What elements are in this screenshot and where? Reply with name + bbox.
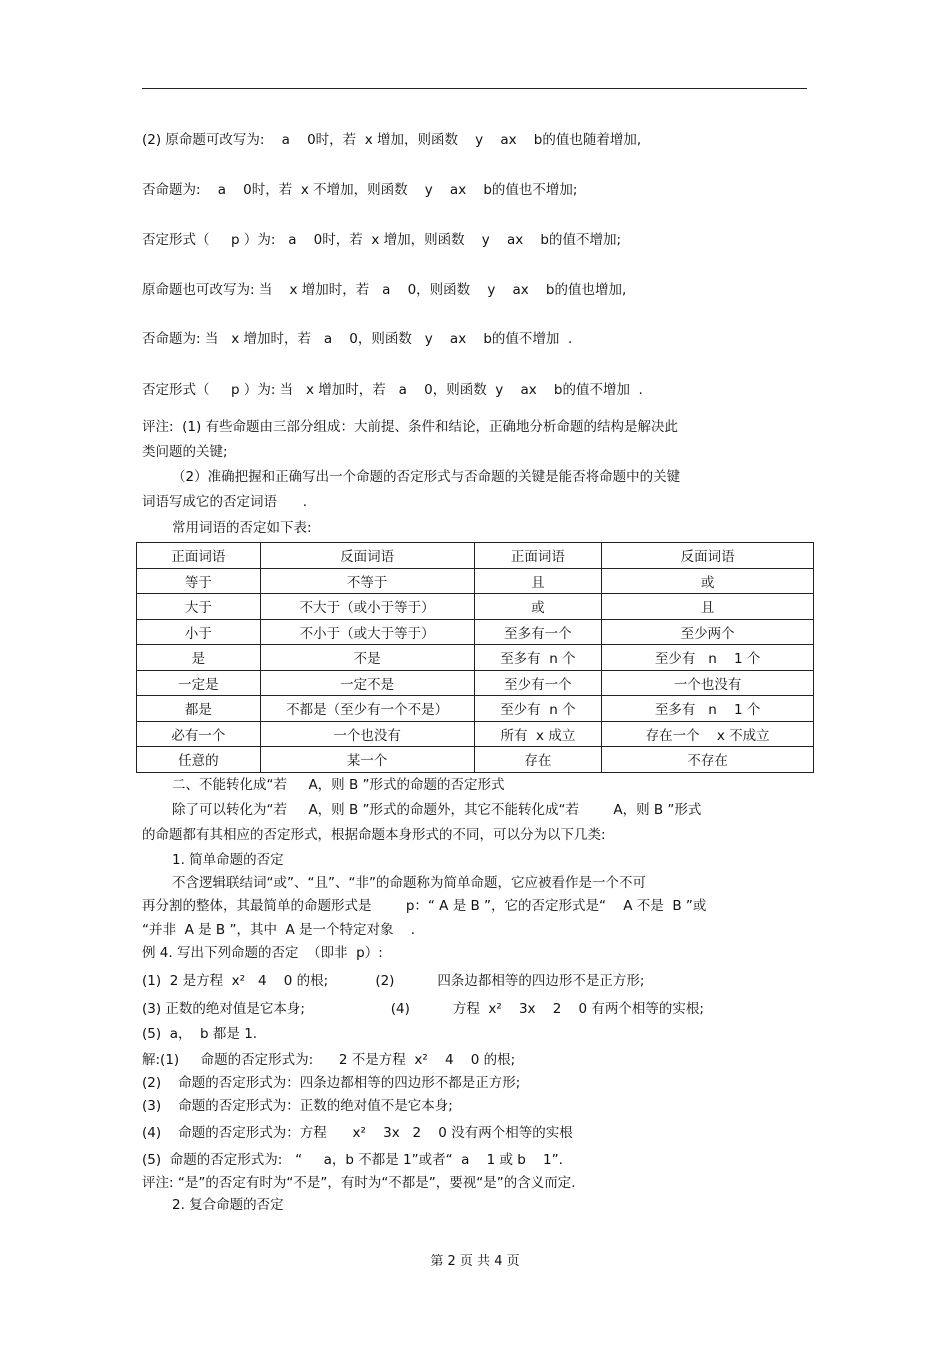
p2-17: 评注: “是”的否定有时为“不是”，有时为“不都是”，要视“是”的含义而定. — [142, 1175, 576, 1191]
table-row — [137, 645, 814, 671]
table-cell: 不是 — [260, 645, 474, 671]
table-cell: 正面词语 — [474, 543, 602, 569]
table-cell: 至少有一个 — [474, 670, 602, 696]
table-cell: 一定不是 — [260, 670, 474, 696]
p2-4: 1. 简单命题的否定 — [172, 852, 284, 868]
table-cell: 小于 — [137, 619, 261, 645]
table-row — [137, 568, 814, 594]
table-cell: 不等于 — [260, 568, 474, 594]
table-cell: 不都是（至少有一个不是） — [260, 696, 474, 722]
table-cell: 且 — [602, 594, 814, 620]
table-cell: 至少有 n 个 — [474, 696, 602, 722]
table-cell: 至多有 n 1 个 — [602, 696, 814, 722]
p1-5: 否命题为: 当 x 增加时，若 a 0，则函数 y ax b的值不增加 . — [142, 331, 573, 347]
p1-9: （2）准确把握和正确写出一个命题的否定形式与否命题的关键是能否将命题中的关键 — [172, 469, 681, 485]
p2-3: 的命题都有其相应的否定形式，根据命题本身形式的不同，可以分为以下几类: — [142, 827, 606, 843]
p1-8: 类问题的关键; — [142, 444, 228, 460]
table-cell: 等于 — [137, 568, 261, 594]
table-row — [137, 619, 814, 645]
p2-8: 例 4. 写出下列命题的否定 （即非 p）: — [142, 945, 383, 961]
table-cell: 都是 — [137, 696, 261, 722]
p1-1: (2) 原命题可改写为: a 0时，若 x 增加，则函数 y ax b的值也随着增加, — [142, 132, 642, 148]
table-cell: 必有一个 — [137, 721, 261, 747]
table-row — [137, 594, 814, 620]
p1-2: 否命题为: a 0时，若 x 不增加，则函数 y ax b的值也不增加; — [142, 182, 578, 198]
p1-10: 词语写成它的否定词语 . — [142, 494, 308, 510]
table-cell: 反面词语 — [260, 543, 474, 569]
table-cell: 且 — [474, 568, 602, 594]
negation-table — [136, 542, 814, 773]
header-rule — [142, 88, 807, 89]
p2-9: (1) 2 是方程 x² 4 0 的根; (2) 四条边都相等的四边形不是正方形; — [142, 973, 645, 989]
p1-6: 否定形式（ p ）为: 当 x 增加时，若 a 0，则函数 y ax b的值不增加 . — [142, 382, 643, 398]
table-cell: 或 — [602, 568, 814, 594]
table-cell: 一个也没有 — [260, 721, 474, 747]
table-cell: 正面词语 — [137, 543, 261, 569]
p2-1: 二、不能转化成“若 A，则 B ”形式的命题的否定形式 — [172, 777, 505, 793]
table-cell: 大于 — [137, 594, 261, 620]
p2-14: (3) 命题的否定形式为：正数的绝对值不是它本身; — [142, 1098, 453, 1114]
table-cell: 一定是 — [137, 670, 261, 696]
table-cell: 任意的 — [137, 747, 261, 773]
table-cell: 至多有 n 个 — [474, 645, 602, 671]
table-row — [137, 696, 814, 722]
p2-5: 不含逻辑联结词“或”、“且”、“非”的命题称为简单命题，它应被看作是一个不可 — [172, 875, 646, 891]
table-cell: 至少两个 — [602, 619, 814, 645]
p1-3: 否定形式（ p ）为: a 0时，若 x 增加，则函数 y ax b的值不增加; — [142, 232, 621, 248]
table-cell: 反面词语 — [602, 543, 814, 569]
table-cell: 或 — [474, 594, 602, 620]
table-cell: 至多有一个 — [474, 619, 602, 645]
page-footer: 第 2 页 共 4 页 — [430, 1254, 520, 1269]
p2-2: 除了可以转化为“若 A，则 B ”形式的命题外，其它不能转化成“若 A，则 B ”形式 — [172, 802, 702, 818]
table-cell: 存在 — [474, 747, 602, 773]
table-cell: 不存在 — [602, 747, 814, 773]
p2-6: 再分割的整体，其最简单的命题形式是 p：“ A 是 B ”，它的否定形式是“ A 不是 B ”或 — [142, 898, 707, 914]
table-cell: 所有 x 成立 — [474, 721, 602, 747]
table-cell: 至少有 n 1 个 — [602, 645, 814, 671]
table-row — [137, 747, 814, 773]
p1-4: 原命题也可改写为: 当 x 增加时，若 a 0，则函数 y ax b的值也增加, — [142, 282, 627, 298]
p2-10: (3) 正数的绝对值是它本身; (4) 方程 x² 3x 2 0 有两个相等的实根; — [142, 1001, 704, 1017]
p2-16: (5) 命题的否定形式为: “ a，b 不都是 1”或者“ a 1 或 b 1”. — [142, 1152, 563, 1168]
table-cell: 某一个 — [260, 747, 474, 773]
p2-12: 解:(1) 命题的否定形式为: 2 不是方程 x² 4 0 的根; — [142, 1052, 516, 1068]
table-cell: 是 — [137, 645, 261, 671]
p2-15: (4) 命题的否定形式为：方程 x² 3x 2 0 没有两个相等的实根 — [142, 1125, 573, 1141]
p2-13: (2) 命题的否定形式为：四条边都相等的四边形不都是正方形; — [142, 1075, 521, 1091]
table-header-row — [137, 543, 814, 569]
table-cell: 存在一个 x 不成立 — [602, 721, 814, 747]
p1-7: 评注: (1) 有些命题由三部分组成：大前提、条件和结论，正确地分析命题的结构是解决此 — [142, 419, 679, 435]
p2-7: “并非 A 是 B ”，其中 A 是一个特定对象 . — [142, 922, 416, 938]
p2-11: (5) a， b 都是 1. — [142, 1026, 258, 1042]
table-row — [137, 670, 814, 696]
table-cell: 一个也没有 — [602, 670, 814, 696]
table-cell: 不小于（或大于等于） — [260, 619, 474, 645]
table-row — [137, 721, 814, 747]
p1-11: 常用词语的否定如下表: — [172, 520, 312, 536]
table-cell: 不大于（或小于等于） — [260, 594, 474, 620]
p2-18: 2. 复合命题的否定 — [172, 1197, 284, 1213]
